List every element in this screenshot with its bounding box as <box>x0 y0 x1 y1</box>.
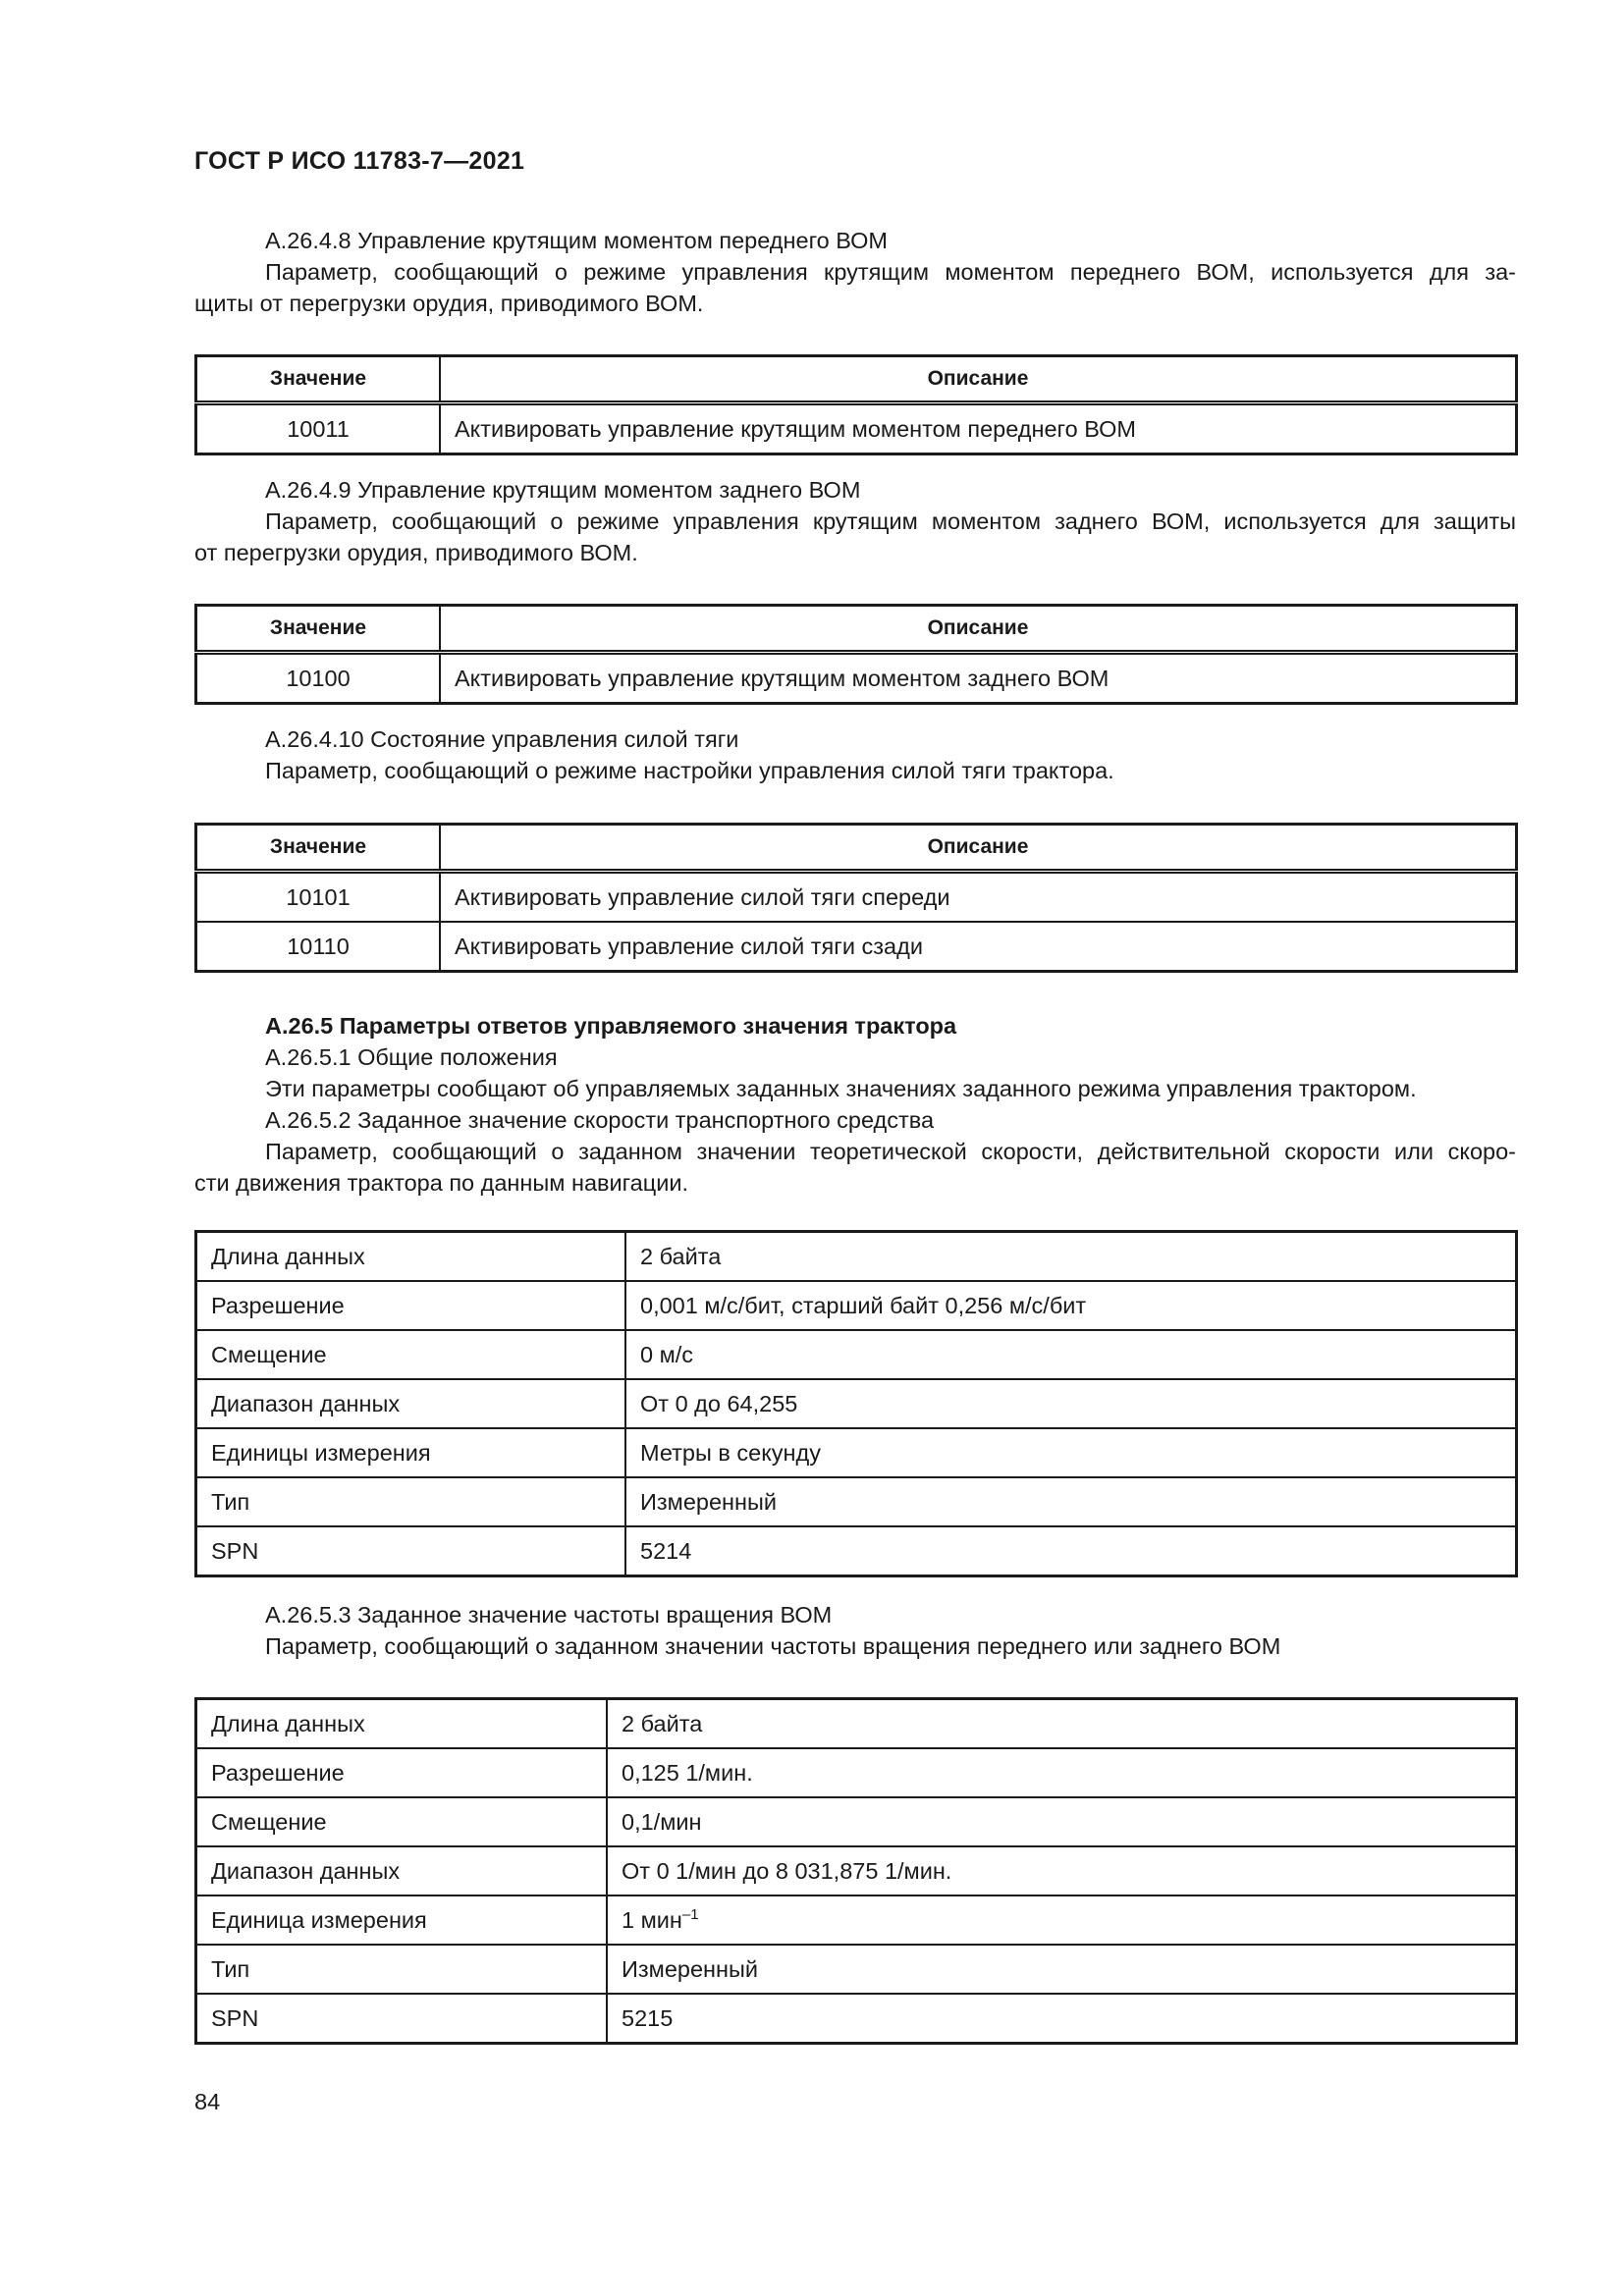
description-cell: Активировать управление силой тяги сзади <box>440 922 1517 972</box>
value-cell: 10101 <box>196 872 441 923</box>
label-cell: Диапазон данных <box>196 1379 626 1428</box>
label-cell: Смещение <box>196 1797 608 1846</box>
table-row <box>196 1428 1517 1477</box>
page-number: 84 <box>194 2089 221 2114</box>
paragraph: Параметр, сообщающий о режиме управления крутящим моментом переднего ВОМ, используется для за- <box>265 259 1516 285</box>
table-row <box>196 1477 1517 1526</box>
table-header-row <box>196 356 1517 403</box>
value-description-table <box>194 604 1518 705</box>
paragraph: Параметр, сообщающий о режиме управления крутящим моментом заднего ВОМ, используется для защиты <box>265 508 1516 534</box>
unit-value: 1 мин <box>622 1906 682 1933</box>
label-cell: Длина данных <box>196 1699 608 1749</box>
value-cell: 0,125 1/мин. <box>607 1748 1517 1797</box>
description-cell: Активировать управление крутящим моментом переднего ВОМ <box>440 403 1517 454</box>
table-row <box>196 922 1517 972</box>
value-cell <box>607 1896 1517 1945</box>
value-description-table <box>194 823 1518 973</box>
value-cell: 0,1/мин <box>607 1797 1517 1846</box>
description-cell: Активировать управление крутящим моментом заднего ВОМ <box>440 653 1517 704</box>
table-row <box>196 1797 1517 1846</box>
subsection-heading: А.26.5.3 Заданное значение частоты вращения ВОМ <box>265 1602 833 1628</box>
value-cell: 5215 <box>607 1994 1517 2044</box>
value-cell: Измеренный <box>625 1477 1517 1526</box>
value-description-table <box>194 354 1518 455</box>
column-header-value: Значение <box>196 356 441 403</box>
section-heading: А.26.4.10 Состояние управления силой тяги <box>265 726 739 752</box>
table-row <box>196 1330 1517 1379</box>
paragraph: щиты от перегрузки орудия, приводимого ВОМ. <box>194 291 704 316</box>
table-row <box>196 1379 1517 1428</box>
value-cell: Измеренный <box>607 1945 1517 1994</box>
section-heading: А.26.5 Параметры ответов управляемого значения трактора <box>265 1013 957 1039</box>
column-header-description: Описание <box>440 606 1517 653</box>
column-header-description: Описание <box>440 825 1517 872</box>
value-cell: 0,001 м/с/бит, старший байт 0,256 м/с/бит <box>625 1281 1517 1330</box>
value-cell: 2 байта <box>607 1699 1517 1749</box>
label-cell: Разрешение <box>196 1748 608 1797</box>
section-heading: А.26.4.8 Управление крутящим моментом переднего ВОМ <box>265 228 888 253</box>
paragraph: Параметр, сообщающий о заданном значении частоты вращения переднего или заднего ВОМ <box>265 1633 1281 1659</box>
table-row <box>196 1994 1517 2044</box>
table-header-row <box>196 606 1517 653</box>
table-row <box>196 653 1517 704</box>
paragraph: Параметр, сообщающий о заданном значении теоретической скорости, действительной скорости или скоро- <box>265 1139 1516 1164</box>
value-cell: 10011 <box>196 403 441 454</box>
paragraph: Параметр, сообщающий о режиме настройки управления силой тяги трактора. <box>265 758 1114 783</box>
value-cell: 2 байта <box>625 1232 1517 1282</box>
value-cell: Метры в секунду <box>625 1428 1517 1477</box>
label-cell: Единицы измерения <box>196 1428 626 1477</box>
section-heading: А.26.4.9 Управление крутящим моментом заднего ВОМ <box>265 477 861 503</box>
table-header-row <box>196 825 1517 872</box>
unit-exponent: –1 <box>681 1905 699 1923</box>
label-cell: Тип <box>196 1945 608 1994</box>
paragraph: от перегрузки орудия, приводимого ВОМ. <box>194 540 638 565</box>
label-cell: SPN <box>196 1526 626 1576</box>
description-cell: Активировать управление силой тяги спереди <box>440 872 1517 923</box>
table-row <box>196 872 1517 923</box>
table-row <box>196 1526 1517 1576</box>
value-cell: 0 м/с <box>625 1330 1517 1379</box>
table-row <box>196 1896 1517 1945</box>
table-row <box>196 1699 1517 1749</box>
value-cell: От 0 1/мин до 8 031,875 1/мин. <box>607 1846 1517 1896</box>
table-row <box>196 1945 1517 1994</box>
value-cell: 10110 <box>196 922 441 972</box>
subsection-heading: А.26.5.2 Заданное значение скорости транспортного средства <box>265 1107 935 1133</box>
subsection-heading: А.26.5.1 Общие положения <box>265 1044 558 1070</box>
value-cell: 5214 <box>625 1526 1517 1576</box>
table-row <box>196 1281 1517 1330</box>
parameter-table <box>194 1230 1518 1577</box>
label-cell: Длина данных <box>196 1232 626 1282</box>
column-header-value: Значение <box>196 825 441 872</box>
value-cell: 10100 <box>196 653 441 704</box>
label-cell: Единица измерения <box>196 1896 608 1945</box>
table-row <box>196 1748 1517 1797</box>
label-cell: Тип <box>196 1477 626 1526</box>
table-row <box>196 1846 1517 1896</box>
label-cell: Разрешение <box>196 1281 626 1330</box>
column-header-description: Описание <box>440 356 1517 403</box>
value-cell: От 0 до 64,255 <box>625 1379 1517 1428</box>
document-header: ГОСТ Р ИСО 11783-7—2021 <box>194 147 525 175</box>
label-cell: SPN <box>196 1994 608 2044</box>
table-row <box>196 403 1517 454</box>
label-cell: Смещение <box>196 1330 626 1379</box>
parameter-table <box>194 1697 1518 2045</box>
table-row <box>196 1232 1517 1282</box>
paragraph: сти движения трактора по данным навигации. <box>194 1170 688 1196</box>
paragraph: Эти параметры сообщают об управляемых заданных значениях заданного режима управления трактором. <box>265 1076 1417 1101</box>
label-cell: Диапазон данных <box>196 1846 608 1896</box>
column-header-value: Значение <box>196 606 441 653</box>
